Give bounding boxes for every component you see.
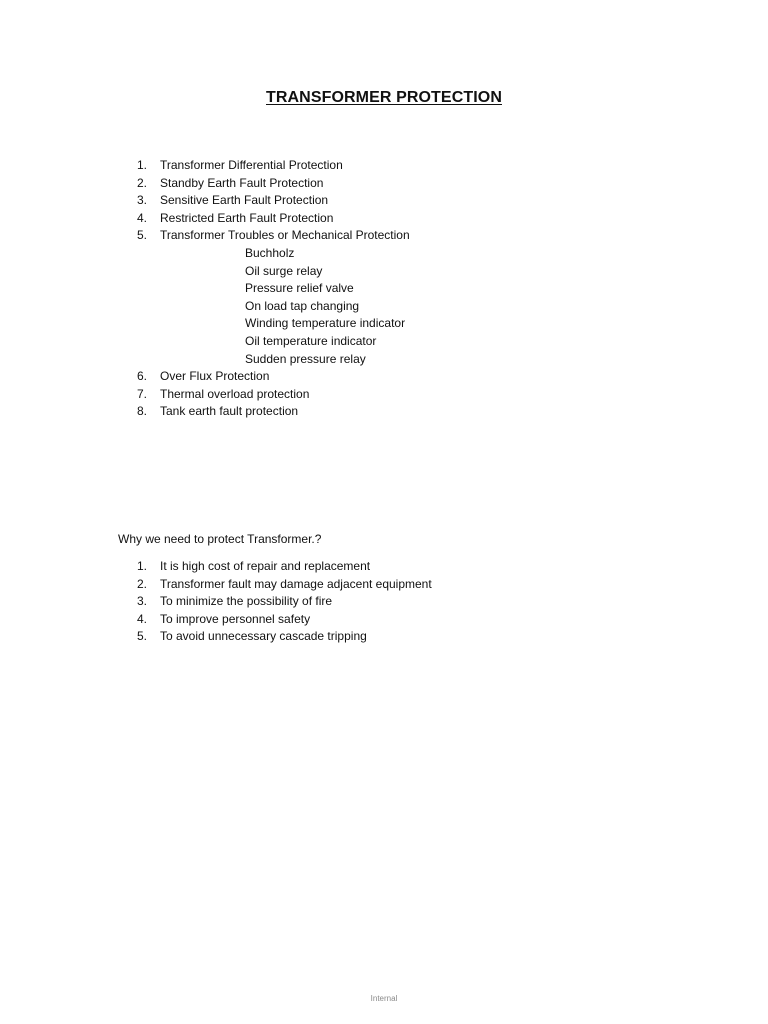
list-item-number: 4. xyxy=(137,210,148,225)
list-item-number: 5. xyxy=(137,629,148,644)
list-item-number: 2. xyxy=(137,576,148,591)
list-item-number: 6. xyxy=(137,369,148,384)
list-item-text: Transformer Differential Protection xyxy=(160,158,343,172)
sub-list-item-text: Buchholz xyxy=(245,245,295,260)
list-item-text: Thermal overload protection xyxy=(160,386,310,401)
list-item-number: 1. xyxy=(137,158,148,172)
list-item-number: 4. xyxy=(137,611,148,626)
page-title-text: TRANSFORMER PROTECTION xyxy=(266,89,502,106)
list-item-number: 1. xyxy=(137,559,148,573)
list-item-text: Transformer Troubles or Mechanical Protection xyxy=(160,228,410,243)
sub-list-item-text: Sudden pressure relay xyxy=(245,351,366,366)
sub-list-item-text: Oil temperature indicator xyxy=(245,333,377,348)
page-title xyxy=(0,89,768,107)
sub-list-item-text: Pressure relief valve xyxy=(245,281,354,296)
list-item-text: Restricted Earth Fault Protection xyxy=(160,210,334,225)
sub-list-item-text: Oil surge relay xyxy=(245,263,323,278)
question-heading: Why we need to protect Transformer.? xyxy=(118,532,322,546)
sub-list-item-text: Winding temperature indicator xyxy=(245,316,406,331)
list-item-number: 3. xyxy=(137,193,148,208)
list-item-number: 3. xyxy=(137,594,148,609)
list-item-text: To improve personnel safety xyxy=(160,611,311,626)
list-item-text: To avoid unnecessary cascade tripping xyxy=(160,629,367,644)
list-item-text: Tank earth fault protection xyxy=(160,404,299,419)
list-item-text: It is high cost of repair and replacement xyxy=(160,559,371,573)
classification-footer: Internal xyxy=(370,994,398,1003)
list-item-number: 2. xyxy=(137,175,148,190)
sub-list-item-text: On load tap changing xyxy=(245,298,360,313)
list-item-text: Sensitive Earth Fault Protection xyxy=(160,193,329,208)
list-item-text: Standby Earth Fault Protection xyxy=(160,175,324,190)
list-item-text: To minimize the possibility of fire xyxy=(160,594,333,609)
list-item-text: Transformer fault may damage adjacent equipment xyxy=(160,576,432,591)
list-item-number: 5. xyxy=(137,228,148,243)
list-item-number: 7. xyxy=(137,386,148,401)
list-item-number: 8. xyxy=(137,404,148,419)
list-item-text: Over Flux Protection xyxy=(160,369,270,384)
